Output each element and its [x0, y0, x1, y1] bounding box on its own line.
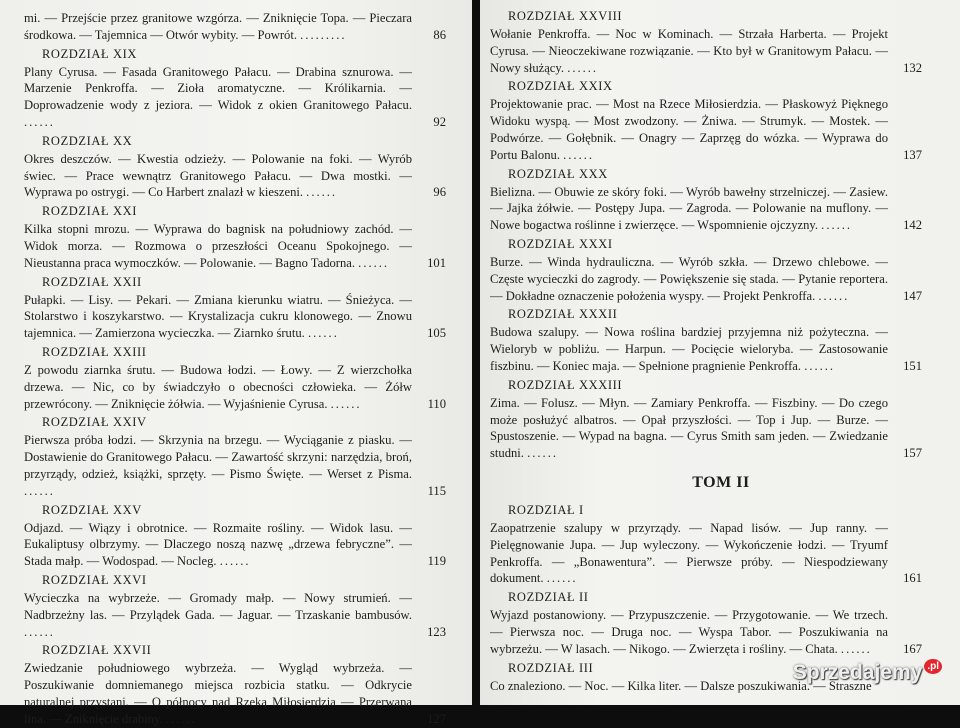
- entry-row: [24, 432, 446, 499]
- page-number: 137: [903, 147, 922, 162]
- entry-row: [490, 395, 922, 462]
- page-number: 142: [903, 218, 922, 233]
- entry-row: [24, 64, 446, 131]
- page-number: 127: [427, 711, 446, 726]
- toc-entry: [24, 502, 446, 570]
- chapter-heading: ROZDZIAŁ XXVI: [42, 572, 147, 587]
- chapter-heading: ROZDZIAŁ III: [508, 660, 594, 675]
- toc-entry: [490, 78, 922, 163]
- page-number: 147: [903, 288, 922, 303]
- toc-entry: [490, 306, 922, 374]
- toc-entry: [24, 203, 446, 271]
- entry-row: [24, 362, 446, 412]
- volume-two-toc-list: [490, 502, 922, 658]
- entry-text: Odjazd. — Wiązy i obrotnice. — Rozmaite rośliny. — Widok lasu. — Eukaliptusy olbrzymy. — Dlaczego noszą nazwę „drzewa febryczne”. — Stada małp. — Wodospad. — Nocleg. ......: [24, 520, 412, 569]
- entry-text: Wyjazd postanowiony. — Przypuszczenie. — Przygotowanie. — We trzech. — Pierwsza noc. — Druga noc. — Wyspa Tabor. — Poszukiwania na wybrzeżu. — W lasach. — Nikogo. — Zwierzęta i rośliny. — Chata. ......: [490, 608, 888, 656]
- chapter-heading: ROZDZIAŁ XXIV: [42, 415, 147, 430]
- toc-entry: [490, 236, 922, 304]
- toc-entry: [490, 589, 922, 657]
- chapter-heading: ROZDZIAŁ XXVIII: [508, 9, 623, 23]
- watermark-brand: Sprzedajemy: [792, 661, 923, 684]
- entry-row: [490, 96, 922, 163]
- toc-entry: [24, 46, 446, 131]
- chapter-heading: ROZDZIAŁ XXV: [42, 502, 142, 517]
- toc-entry: [24, 572, 446, 640]
- chapter-heading: ROZDZIAŁ XXI: [42, 204, 138, 219]
- page-number: 96: [433, 185, 446, 200]
- toc-entry-continued: [24, 10, 446, 44]
- page-number: 132: [903, 60, 922, 75]
- page-number: 110: [427, 396, 446, 411]
- chapter-heading: ROZDZIAŁ XXXII: [508, 307, 618, 322]
- toc-entry: [24, 642, 446, 727]
- entry-text: Wołanie Penkroffa. — Noc w Kominach. — Strzała Harberta. — Projekt Cyrusa. — Nieoczekiwane rozwiązanie. — Kto był w Granitowym Pałacu. — Nowy służący. ......: [490, 27, 888, 75]
- entry-text: Zwiedzanie południowego wybrzeża. — Wygląd wybrzeża. — Poszukiwanie domniemanego miejsca rozbicia statku. — Odkrycie naturalnej przystani. — O północy nad Rzeką Miłosierdzia — Przerwana lina. — Zniknięcie drabiny. ......: [24, 661, 412, 726]
- chapter-heading: ROZDZIAŁ XIX: [42, 46, 138, 61]
- entry-row: [490, 607, 922, 657]
- entry-text: Budowa szalupy. — Nowa roślina bardziej przyjemna niż pożyteczna. — Wieloryb w pobliżu. — Harpun. — Pocięcie wieloryba. — Zastosowanie fiszbinu. — Koniec maja. — Spełnione pragnienie Penkroffa. ......: [490, 325, 888, 373]
- entry-text: Zaopatrzenie szalupy w przyrządy. — Napad lisów. — Jup ranny. — Pielęgnowanie Jupa. — Jup wyleczony. — Wykończenie łodzi. — Tryumf Penkroffa. — „Bonawentura”. — Pierwsze próby. — Niespodziewany dokument. ......: [490, 520, 888, 586]
- entry-row: [24, 221, 446, 271]
- entry-text: Zima. — Folusz. — Młyn. — Zamiary Penkroffa. — Fiszbiny. — Do czego może posłużyć albatros. — Opał przyszłości. — Top i Jup. — Burze. — Spustoszenie. — Wypad na bagna. — Cyrus Smith sam jeden. — Zwiedzanie studni. ......: [490, 395, 888, 461]
- toc-entry: [490, 166, 922, 234]
- toc-entry: [24, 344, 446, 412]
- chapter-heading: ROZDZIAŁ XXVII: [42, 643, 152, 658]
- toc-entry: [24, 274, 446, 342]
- entry-row: [24, 10, 446, 44]
- entry-row: [24, 520, 446, 570]
- entry-row: [490, 520, 922, 587]
- page-number: 161: [903, 571, 922, 586]
- entry-text: Z powodu ziarnka śrutu. — Budowa łodzi. — Łowy. — Z wierzchołka drzewa. — Nic, co by świadczyło o obecności człowieka. — Żółw przewrócony. — Zniknięcie żółwia. — Wyjaśnienie Cyrusa. ......: [24, 362, 412, 411]
- chapter-heading: ROZDZIAŁ XXIX: [508, 79, 613, 94]
- volume-title: TOM II: [692, 473, 750, 491]
- page-number: 123: [427, 624, 446, 639]
- entry-text: Okres deszczów. — Kwestia odzieży. — Polowanie na foki. — Wyrób świec. — Prace wewnątrz Granitowego Pałacu. — Dwa mostki. — Wyprawa po ostrygi. — Co Harbert znalazł w kieszeni. ......: [24, 151, 412, 200]
- right-page: [480, 0, 960, 705]
- entry-row: [24, 151, 446, 201]
- watermark-logo: [793, 661, 942, 685]
- entry-text: Projektowanie prac. — Most na Rzece Miłosierdzia. — Płaskowyż Pięknego Widoku wyspą. — Most zwodzony. — Żniwa. — Strumyk. — Mostek. — Podwórze. — Gołębnik. — Onagry — Zaprzęg do wózka. — Wyprawa do Portu Balonu. ......: [490, 97, 888, 162]
- chapter-heading: ROZDZIAŁ XXXI: [508, 236, 613, 251]
- toc-entry: [490, 8, 922, 76]
- page-number: 167: [903, 641, 922, 656]
- chapter-heading: ROZDZIAŁ II: [508, 590, 589, 605]
- page-number: 86: [433, 27, 446, 42]
- page-number: 119: [427, 554, 446, 569]
- page-number: 105: [427, 326, 446, 341]
- chapter-heading: ROZDZIAŁ XXX: [508, 166, 608, 181]
- entry-text: Co znaleziono. — Noc. — Kilka liter. — Dalsze poszukiwania. — Straszne: [490, 678, 872, 693]
- chapter-heading: ROZDZIAŁ XXII: [42, 274, 142, 289]
- chapter-heading: ROZDZIAŁ I: [508, 502, 584, 517]
- entry-text: Bielizna. — Obuwie ze skóry foki. — Wyrób bawełny strzelniczej. — Zasiew. — Jajka żółwie. — Postępy Jupa. — Zagroda. — Polowanie na muflony. — Nowe bogactwa roślinne i zwierzęce. — Wspomnienie ojczyzny. ......: [490, 184, 888, 233]
- page-number: 151: [903, 358, 922, 373]
- page-number: 157: [903, 446, 922, 461]
- entry-text: Burze. — Winda hydrauliczna. — Wyrób szkła. — Drzewo chlebowe. — Częste wycieczki do zagrody. — Powiększenie się stada. — Pytanie reportera. — Dokładne oznaczenie położenia wyspy. — Projekt Penkroffa. ......: [490, 254, 888, 303]
- left-page: [0, 0, 472, 726]
- entry-row: [24, 590, 446, 640]
- chapter-heading: ROZDZIAŁ XXXIII: [508, 377, 623, 392]
- entry-row: [490, 184, 922, 234]
- entry-row: [490, 324, 922, 374]
- page-number: 101: [427, 255, 446, 270]
- toc-entry: [490, 377, 922, 462]
- entry-text: Kilka stopni mrozu. — Wyprawa do bagnisk na południowy zachód. — Widok morza. — Rozmowa o przeszłości Oceanu Spokojnego. — Nieustanna praca wymoczków. — Polowanie. — Bagno Tadorna. ......: [24, 222, 412, 270]
- page-number: 92: [433, 114, 446, 129]
- entry-text: Pułapki. — Lisy. — Pekari. — Zmiana kierunku wiatru. — Śnieżyca. — Stolarstwo i koszykarstwo. — Krystalizacja cukru klonowego. — Znowu tajemnica. — Zamierzona wycieczka. — Ziarnko śrutu. ......: [24, 292, 412, 341]
- watermark-suffix: .pl: [924, 659, 942, 674]
- entry-text: Plany Cyrusa. — Fasada Granitowego Pałacu. — Drabina sznurowa. — Marzenie Penkroffa. — Zioła aromatyczne. — Królikarnia. — Doprowadzenie wody z jeziora. — Widok z okien Granitowego Pałacu. ......: [24, 64, 412, 129]
- entry-row: [24, 660, 446, 727]
- left-toc-list: [24, 46, 446, 728]
- entry-text: mi. — Przejście przez granitowe wzgórza. — Zniknięcie Topa. — Pieczara środkowa. — Tajemnica — Otwór wybity. — Powrót. .........: [24, 11, 412, 42]
- entry-text: Pierwsza próba łodzi. — Skrzynia na brzegu. — Wyciąganie z piasku. — Dostawienie do Granitowego Pałacu. — Zawartość skrzyni: narzędzia, broń, przyrządy, odzież, książki, sprzęty. — Pismo Święte. — Werset z Pisma. ......: [24, 433, 412, 498]
- chapter-heading: ROZDZIAŁ XXIII: [42, 344, 147, 359]
- entry-row: [490, 26, 922, 76]
- chapter-heading: ROZDZIAŁ XX: [42, 133, 133, 148]
- entry-row: [24, 292, 446, 342]
- toc-entry: [24, 133, 446, 201]
- page-number: 115: [427, 483, 446, 498]
- toc-entry: [24, 414, 446, 499]
- toc-entry: [490, 502, 922, 587]
- entry-text: Wycieczka na wybrzeże. — Gromady małp. — Nowy strumień. — Nadbrzeżny las. — Przylądek Gada. — Jaguar. — Trzaskanie bambusów. ......: [24, 590, 412, 639]
- right-toc-list: [490, 8, 922, 462]
- entry-row: [490, 254, 922, 304]
